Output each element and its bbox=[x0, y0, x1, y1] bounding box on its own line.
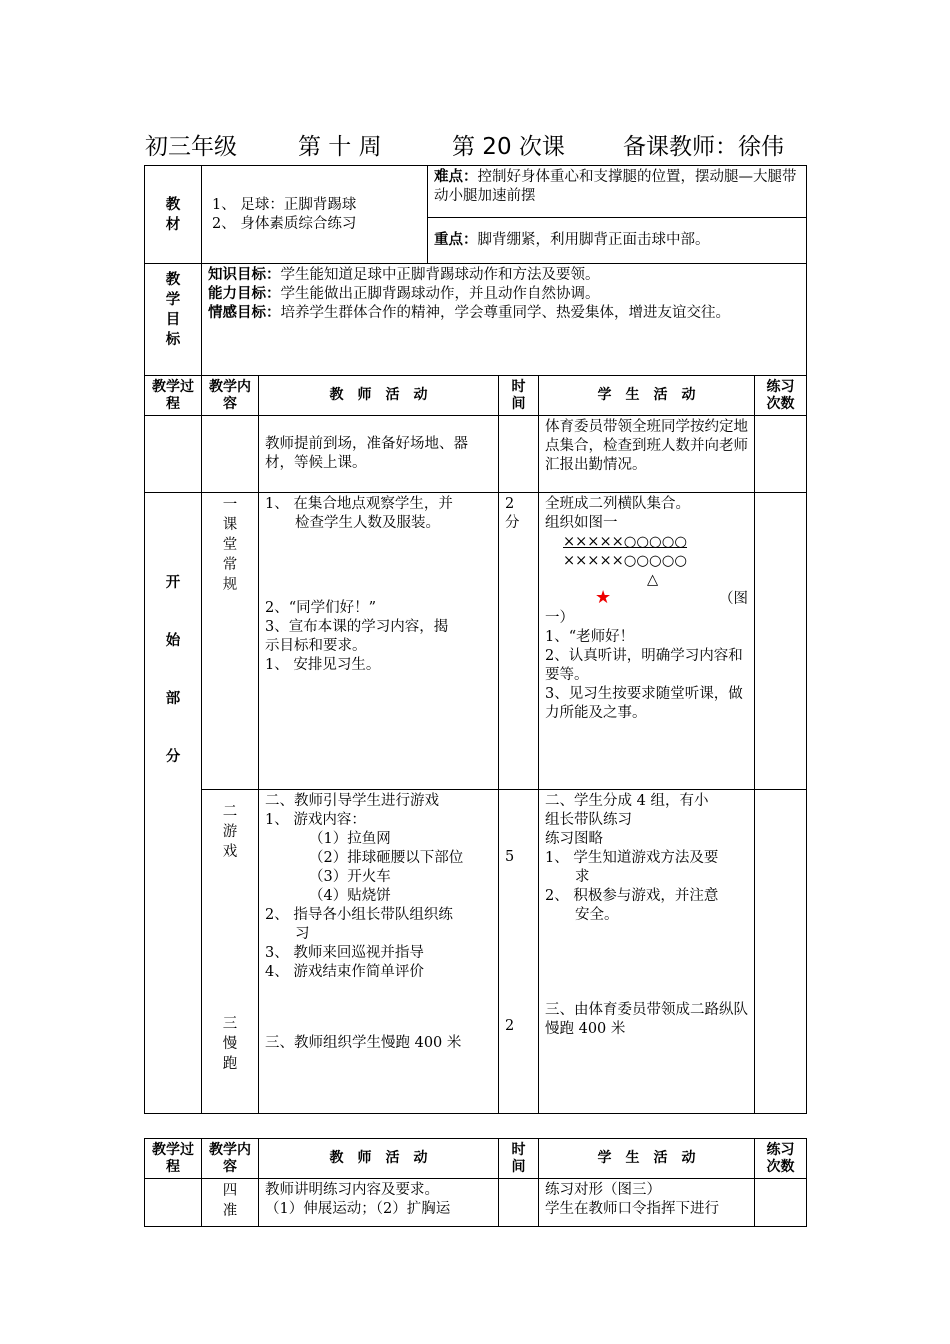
knowledge-objective: 学生能知道足球中正脚背踢球动作和方法及要领。 bbox=[280, 267, 600, 283]
teacher-name: 备课教师：徐伟 bbox=[623, 134, 784, 160]
key-point-text: 脚背绷紧，利用脚背正面击球中部。 bbox=[477, 232, 710, 248]
key-point-label: 重点： bbox=[434, 232, 478, 248]
routine-row bbox=[145, 493, 807, 790]
prep-row bbox=[145, 1179, 807, 1227]
prep-teacher: 教师讲明练习内容及要求。 （1）伸展运动；（2）扩胸运 bbox=[259, 1179, 499, 1227]
material-item: 1、 足球：正脚背踢球 bbox=[212, 196, 357, 213]
col-time: 时间 bbox=[499, 376, 539, 416]
game-time: 5 2 bbox=[499, 790, 539, 1114]
grade: 初三年级 bbox=[145, 134, 237, 160]
pre-class-row bbox=[145, 416, 807, 493]
week: 第 十 周 bbox=[298, 134, 382, 160]
game-student: 二、学生分成 4 组，有小 组长带队练习 练习图略 1、 学生知道游戏方法及要 求 2、 积极参与游戏，并注意 安全。 三、由体育委员带领成二路纵队慢跑 400 米 bbox=[539, 790, 755, 1114]
pre-class-teacher: 教师提前到场，准备好场地、器材，等候上课。 bbox=[259, 416, 499, 493]
formation-row: ×××××○○○○○ bbox=[563, 553, 688, 569]
teacher-position-triangle: △ bbox=[647, 572, 659, 588]
emotion-objective: 培养学生群体合作的精神，学会尊重同学、热爱集体，增进友谊交往。 bbox=[280, 305, 730, 321]
pre-class-student: 体育委员带领全班同学按约定地点集合，检查到班人数并向老师汇报出勤情况。 bbox=[539, 416, 755, 493]
routine-time: 2 分 bbox=[499, 493, 539, 790]
col-content: 教学内容 bbox=[202, 376, 259, 416]
col-process: 教学过程 bbox=[145, 376, 202, 416]
jog-time: 2 bbox=[505, 1018, 515, 1034]
game-row bbox=[145, 790, 807, 1114]
start-section-label: 开 始 部 分 bbox=[145, 493, 202, 1114]
objectives-content: 知识目标：学生能知道足球中正脚背踢球动作和方法及要领。 能力目标：学生能做出正脚背踢球动作，并且动作自然协调。 情感目标： 培养学生群体合作的精神，学会尊重同学、热爱集体，增进友谊交往。 bbox=[202, 264, 807, 376]
materials-list bbox=[202, 166, 428, 264]
materials-label: 教 材 bbox=[145, 166, 202, 264]
formation-row: ×××××○○○○○ bbox=[563, 534, 688, 550]
jog-teacher: 三、教师组织学生慢跑 400 米 bbox=[265, 1035, 462, 1051]
col-count: 练习次数 bbox=[755, 376, 807, 416]
lesson-number: 第 20 次课 bbox=[452, 134, 565, 160]
materials-objectives-table bbox=[144, 165, 807, 376]
material-item: 2、 身体素质综合练习 bbox=[212, 215, 357, 232]
key-point-cell bbox=[428, 218, 807, 264]
process-table-continued bbox=[144, 1138, 807, 1227]
game-jog-label: 二 游 戏 三 慢 跑 bbox=[202, 790, 259, 1114]
difficulty-cell bbox=[428, 166, 807, 218]
routine-student: 全班成二列横队集合。 组织如图一 ×××××○○○○○ ×××××○○○○○ △ ★ （图 一） 1、“老师好！ 2、认真听讲，明确学习内容和要等。 3、见习生按要求随堂听课，做力所能及之事。 bbox=[539, 493, 755, 790]
routine-teacher: 1、 在集合地点观察学生，并 检查学生人数及服装。 2、“同学们好！” 3、宣布本课的学习内容，揭 示目标和要求。 1、 安排见习生。 bbox=[259, 493, 499, 790]
table-header-row bbox=[145, 376, 807, 416]
difficulty-label: 难点： bbox=[434, 169, 478, 185]
difficulty-text: 控制好身体重心和支撑腿的位置，摆动腿—大腿带动小腿加速前摆 bbox=[434, 169, 797, 204]
star-icon: ★ bbox=[595, 587, 612, 608]
game-teacher: 二、教师引导学生进行游戏 1、 游戏内容： （1）拉鱼网 （2）排球砸腰以下部位 （3）开火车 （4）贴烧饼 2、 指导各小组长带队组织练 习 3、 教师来回巡视并指导 4、 游戏结束作简单评价 三、教师组织学生慢跑 400 米 bbox=[259, 790, 499, 1114]
prep-student: 练习对形（图三） 学生在教师口令指挥下进行 bbox=[539, 1179, 755, 1227]
jog-student: 三、由体育委员带领成二路纵队慢跑 400 米 bbox=[545, 1002, 748, 1037]
process-table bbox=[144, 375, 807, 1114]
prep-label: 四 准 bbox=[202, 1179, 259, 1227]
table-header-row: 教学过程 教学内容 教 师 活 动 时间 学 生 活 动 练习次数 bbox=[145, 1139, 807, 1179]
ability-objective: 学生能做出正脚背踢球动作，并且动作自然协调。 bbox=[280, 286, 600, 302]
routine-label: 一 课 堂 常 规 bbox=[202, 493, 259, 790]
objectives-label: 教 学 目 标 bbox=[145, 264, 202, 376]
col-student: 学 生 活 动 bbox=[539, 376, 755, 416]
col-teacher: 教 师 活 动 bbox=[259, 376, 499, 416]
